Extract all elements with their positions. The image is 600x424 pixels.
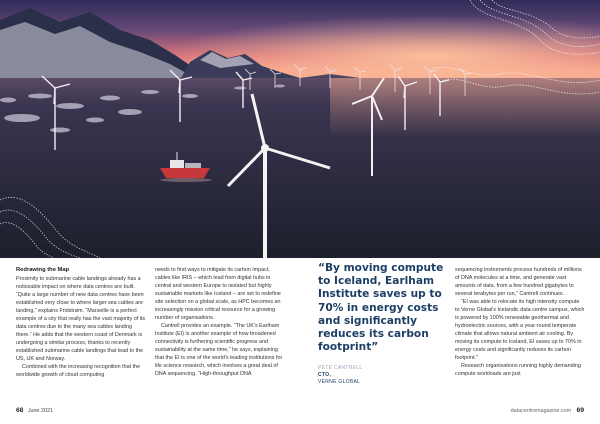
paragraph: sequencing instruments process hundreds of millions of DNA molecules at a time, and generate vast amounts of data, from a few hundred gigabytes to several terabytes per run,” Cantrell continues. [455, 267, 582, 297]
article-column-4 [455, 266, 585, 378]
quote-attribution [318, 365, 453, 385]
issue-date: June 2021 [27, 408, 54, 414]
paragraph: needs to find ways to mitigate its carbon impact, cables like IRIS – which lead from digital hubs in central and western Europe to isolated but highly sustainable markets like Iceland – are set to redefine site selection on a global scale, as HPC becomes an increasingly mission critical resource for a growing number of organisations. [155, 267, 281, 321]
paragraph: Cantrell provides an example. “The UK’s Earlham Institute (EI) is another example of how broadened connectivity is furthering scientific progress and sustainability at the same time,” he says, explaining that the EI is one of the world’s leading institutions for life science research, which involves a great deal of DNA sequencing. “High-throughput DNA [155, 323, 283, 377]
footer-right [511, 407, 584, 415]
magazine-url[interactable]: datacentremagazine.com [510, 408, 572, 414]
quote-author-role: CTO, [318, 372, 332, 379]
section-heading: Redrawing the Map [16, 267, 70, 273]
paragraph: Research organisations running highly demanding compute workloads are just [455, 363, 581, 377]
footer-left [16, 407, 53, 415]
page-number-left: 68 [16, 407, 24, 414]
article-column-2 [155, 266, 285, 378]
paragraph: Combined with the increasing recognition that the worldwide growth of cloud computing [16, 364, 141, 378]
page-number-right: 69 [576, 407, 584, 414]
quote-author-company: VERNE GLOBAL [318, 378, 361, 385]
paragraph: “EI was able to relocate its high intensity compute to Verne Global’s Icelandic data centre campus, which is powered by 100% renewable geothermal and hydroelectric sources, with a year-round temperate climate that allows natural ambient air cooling. By moving its compute to Iceland, EI saves up to 70% in energy costs and significantly reduces its carbon footprint.” [455, 299, 585, 361]
paragraph: Proximity to submarine cable landings already has a noticeable impact on where data centres are built. “Quite a large number of new data centres have been established very close to where larger sea cables are landing,” explains Fridstrøm. “Marseille is a perfect example of a city that really has the vast majority of its data centres due to the many sea cables landing there.” He adds that the western coast of Denmark is undergoing a similar process, thanks to recently established submarine cable landings that lead to the US, UK and Norway. [16, 276, 146, 362]
article-column-1 [16, 266, 146, 379]
pull-quote [318, 262, 453, 385]
pull-quote-text: “By moving compute to Iceland, Earlham Institute saves up to 70% in energy costs and significantly reduces its carbon footprint” [318, 262, 444, 354]
quote-author-name: PETE CANTRELL [318, 365, 363, 372]
